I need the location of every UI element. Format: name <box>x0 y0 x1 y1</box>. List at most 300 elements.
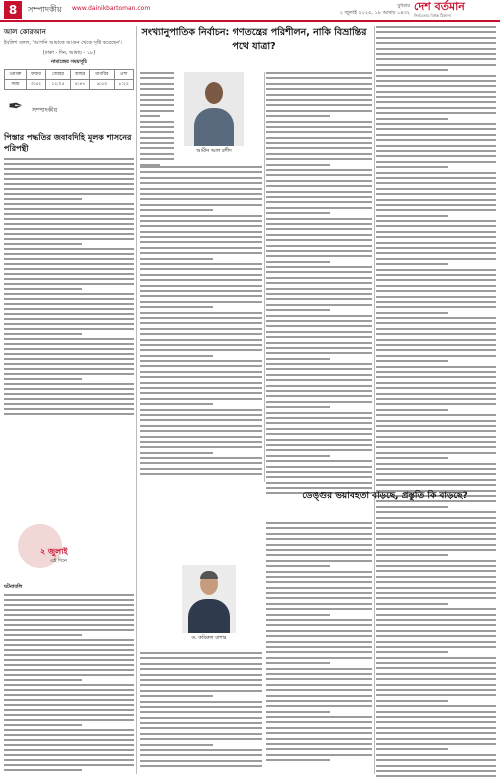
text-line <box>140 674 262 676</box>
text-line <box>140 376 262 378</box>
text-line <box>376 630 496 632</box>
text-line <box>140 754 262 756</box>
second-text-col-1 <box>266 522 372 765</box>
text-line <box>4 398 134 400</box>
text-line <box>140 204 262 206</box>
text-line <box>266 538 372 540</box>
text-line <box>376 80 496 82</box>
text-line <box>376 565 496 567</box>
text-line <box>4 739 134 741</box>
text-line <box>266 147 372 149</box>
text-line <box>266 115 330 117</box>
text-line <box>376 436 496 438</box>
text-line <box>4 323 134 325</box>
events-list <box>4 584 134 774</box>
text-line <box>4 408 134 410</box>
text-line <box>376 554 448 556</box>
quote-text: ইবলিশ বলল, 'আপনি আমাকে আগুন থেকে সৃষ্টি করেছেন'। <box>4 40 123 46</box>
text-line <box>376 684 496 686</box>
text-line <box>140 295 262 297</box>
text-line <box>4 614 134 616</box>
text-line <box>4 599 134 601</box>
full-date: ২ জুলাই ২০২৫, ১৮ আষাঢ় ১৪৩২ <box>339 10 410 16</box>
text-line <box>266 271 372 273</box>
text-line <box>266 245 372 247</box>
text-line <box>140 285 262 287</box>
text-line <box>266 624 372 626</box>
text-line <box>4 243 82 245</box>
text-line <box>140 268 262 270</box>
text-line <box>140 365 262 367</box>
text-line <box>376 306 496 308</box>
text-line <box>266 126 372 128</box>
text-line <box>266 460 372 462</box>
text-line <box>266 164 330 166</box>
prayer-cell: ৩:৪২ <box>26 80 45 90</box>
text-line <box>266 331 372 333</box>
text-line <box>140 695 213 697</box>
text-line <box>140 241 262 243</box>
text-line <box>376 118 448 120</box>
text-line <box>4 368 134 370</box>
text-line <box>4 178 134 180</box>
text-line <box>376 403 496 405</box>
text-line <box>266 99 372 101</box>
text-line <box>266 282 372 284</box>
pen-icon: ✒ <box>8 96 24 117</box>
text-line <box>376 339 496 341</box>
text-line <box>266 592 372 594</box>
text-line <box>4 223 134 225</box>
text-line <box>266 705 372 707</box>
text-line <box>376 522 496 524</box>
portrait-body <box>188 599 230 633</box>
text-line <box>266 695 372 697</box>
text-line <box>376 91 496 93</box>
prayer-cell: সময় <box>5 80 27 90</box>
text-line <box>140 193 262 195</box>
text-line <box>4 273 134 275</box>
text-line <box>266 721 372 723</box>
text-line <box>266 212 330 214</box>
text-line <box>4 333 82 335</box>
text-line <box>140 166 262 168</box>
text-line <box>266 433 372 435</box>
column-divider <box>374 26 375 774</box>
text-line <box>376 145 496 147</box>
text-line <box>376 468 496 470</box>
text-line <box>266 455 330 457</box>
text-line <box>266 406 330 408</box>
text-line <box>4 669 134 671</box>
text-line <box>4 198 82 200</box>
text-line <box>376 727 496 729</box>
text-line <box>140 355 213 357</box>
text-line <box>376 414 496 416</box>
text-line <box>376 635 496 637</box>
main-article-headline-box <box>138 26 370 54</box>
author-portrait <box>184 72 244 146</box>
main-author-block <box>176 72 252 162</box>
portrait-head <box>205 82 223 104</box>
left-column <box>4 26 134 774</box>
website-url[interactable]: www.dainikbartoman.com <box>72 5 151 12</box>
text-line <box>266 207 372 209</box>
text-line <box>4 724 82 726</box>
text-line <box>266 77 372 79</box>
text-line <box>140 446 262 448</box>
text-line <box>266 678 372 680</box>
text-line <box>4 393 134 395</box>
text-line <box>4 343 134 345</box>
text-line <box>266 255 372 257</box>
text-line <box>140 121 174 123</box>
text-line <box>266 169 372 171</box>
text-line <box>140 236 262 238</box>
prayer-cell: ৮:২২ <box>114 80 134 90</box>
text-line <box>266 635 372 637</box>
text-line <box>376 511 496 513</box>
text-line <box>266 619 372 621</box>
text-line <box>140 657 262 659</box>
text-line <box>376 441 496 443</box>
events-title: ঘটনাবলি <box>4 584 23 590</box>
text-line <box>266 325 372 327</box>
text-line <box>140 115 160 117</box>
prayer-cell: ১২:০৫ <box>46 80 70 90</box>
text-line <box>376 732 496 734</box>
text-line <box>140 83 174 85</box>
text-line <box>266 288 372 290</box>
text-line <box>266 180 372 182</box>
text-line <box>266 422 372 424</box>
section-name: সম্পাদকীয় <box>28 5 62 14</box>
text-line <box>4 634 82 636</box>
text-line <box>376 355 496 357</box>
text-line <box>140 306 213 308</box>
text-line <box>266 158 372 160</box>
text-line <box>266 304 372 306</box>
text-line <box>4 238 134 240</box>
text-line <box>376 64 496 66</box>
text-line <box>4 664 134 666</box>
text-line <box>140 387 262 389</box>
text-line <box>376 689 496 691</box>
text-line <box>376 209 496 211</box>
text-line <box>266 571 372 573</box>
text-line <box>140 706 262 708</box>
page-header <box>0 0 500 22</box>
text-line <box>4 233 134 235</box>
text-line <box>376 285 496 287</box>
text-line <box>266 352 372 354</box>
text-line <box>376 199 496 201</box>
text-line <box>266 554 372 556</box>
text-line <box>376 37 496 39</box>
text-line <box>140 457 262 459</box>
text-line <box>376 592 496 594</box>
text-line <box>266 581 372 583</box>
text-line <box>266 428 372 430</box>
text-line <box>140 473 262 475</box>
text-line <box>140 441 262 443</box>
text-line <box>266 743 372 745</box>
text-line <box>376 700 448 702</box>
text-line <box>376 301 496 303</box>
text-line <box>140 258 213 260</box>
text-line <box>266 668 372 670</box>
text-line <box>376 161 496 163</box>
text-line <box>266 673 372 675</box>
text-line <box>376 770 496 772</box>
text-line <box>376 376 496 378</box>
text-line <box>376 614 496 616</box>
text-line <box>266 544 372 546</box>
text-line <box>376 716 496 718</box>
text-line <box>376 420 496 422</box>
text-line <box>4 298 134 300</box>
text-line <box>140 468 262 470</box>
text-line <box>140 760 262 762</box>
text-line <box>266 732 372 734</box>
text-line <box>376 463 496 465</box>
prayer-header-cell: জোহর <box>46 70 70 80</box>
text-line <box>376 570 496 572</box>
text-line <box>376 473 496 475</box>
text-line <box>266 293 372 295</box>
text-line <box>140 744 213 746</box>
text-line <box>266 374 372 376</box>
text-line <box>140 717 262 719</box>
text-line <box>376 382 496 384</box>
text-line <box>140 344 262 346</box>
text-line <box>376 263 448 265</box>
text-line <box>266 218 372 220</box>
text-line <box>140 126 174 128</box>
prayer-times-subtitle: নামাজের সময়সূচি <box>50 59 88 65</box>
text-line <box>376 479 496 481</box>
text-line <box>4 293 134 295</box>
text-line <box>140 171 262 173</box>
text-line <box>140 188 262 190</box>
text-line <box>4 258 134 260</box>
text-line <box>140 158 174 160</box>
text-line <box>376 409 448 411</box>
text-line <box>266 368 372 370</box>
text-line <box>266 104 372 106</box>
text-line <box>376 754 496 756</box>
text-line <box>266 298 372 300</box>
text-line <box>376 188 496 190</box>
text-line <box>4 619 134 621</box>
text-line <box>4 609 134 611</box>
prayer-header-cell: আছর <box>70 70 90 80</box>
text-line <box>4 308 134 310</box>
text-line <box>266 121 372 123</box>
text-line <box>266 347 372 349</box>
text-line <box>266 261 330 263</box>
text-line <box>376 457 448 459</box>
text-line <box>266 228 372 230</box>
text-line <box>266 476 372 478</box>
text-line <box>4 248 134 250</box>
text-line <box>376 387 496 389</box>
text-line <box>266 684 372 686</box>
text-line <box>140 274 262 276</box>
text-line <box>266 94 372 96</box>
this-day-box <box>4 520 134 580</box>
text-line <box>140 722 262 724</box>
text-line <box>4 353 134 355</box>
text-line <box>140 425 262 427</box>
text-line <box>376 242 496 244</box>
second-article-headline: ডেঙ্গুর ভয়াবহতা বাড়ছে, প্রস্তুতি কি বাড়ছে? <box>302 491 468 501</box>
text-line <box>376 215 448 217</box>
text-line <box>266 560 372 562</box>
text-line <box>376 538 496 540</box>
text-line <box>266 522 372 524</box>
text-line <box>4 183 134 185</box>
text-line <box>376 101 496 103</box>
text-line <box>266 412 372 414</box>
text-line <box>376 48 496 50</box>
text-line <box>4 383 134 385</box>
text-line <box>266 587 372 589</box>
text-line <box>140 279 262 281</box>
text-line <box>140 371 262 373</box>
text-line <box>266 700 372 702</box>
date-line <box>300 3 410 17</box>
text-line <box>140 663 262 665</box>
text-line <box>140 333 262 335</box>
text-line <box>266 309 330 311</box>
events-body <box>4 594 134 771</box>
text-line <box>376 69 448 71</box>
text-line <box>4 253 134 255</box>
article-text-col-2 <box>266 72 372 498</box>
text-line <box>4 313 134 315</box>
text-line <box>376 646 496 648</box>
text-line <box>376 344 496 346</box>
text-line <box>376 673 496 675</box>
prayer-header-cell: ওয়াক্ত <box>5 70 27 80</box>
text-line <box>140 668 262 670</box>
text-line <box>4 624 134 626</box>
text-line <box>266 83 372 85</box>
text-line <box>4 378 82 380</box>
text-line <box>266 239 372 241</box>
text-line <box>376 26 496 28</box>
text-line <box>4 358 134 360</box>
text-line <box>266 191 372 193</box>
text-line <box>140 72 174 74</box>
text-line <box>376 705 496 707</box>
text-line <box>140 99 174 101</box>
text-line <box>4 649 134 651</box>
text-line <box>4 328 134 330</box>
text-line <box>4 338 134 340</box>
text-line <box>4 744 134 746</box>
text-line <box>376 748 448 750</box>
text-line <box>140 738 262 740</box>
text-line <box>376 398 496 400</box>
text-line <box>140 312 262 314</box>
text-line <box>266 466 372 468</box>
text-line <box>140 328 262 330</box>
text-line <box>376 667 496 669</box>
text-line <box>376 527 496 529</box>
text-line <box>140 462 262 464</box>
text-line <box>266 689 372 691</box>
weekday: বুধবার <box>397 3 410 9</box>
text-line <box>376 360 448 362</box>
column-divider <box>136 26 137 774</box>
text-line <box>376 150 496 152</box>
text-line <box>266 471 372 473</box>
text-line <box>266 379 372 381</box>
text-line <box>140 403 213 405</box>
text-line <box>140 701 262 703</box>
editorial-logo <box>4 96 134 124</box>
text-line <box>266 444 372 446</box>
text-line <box>376 290 496 292</box>
text-line <box>266 641 372 643</box>
text-line <box>376 317 496 319</box>
text-line <box>4 754 134 756</box>
text-line <box>266 759 330 761</box>
main-author-name: আমীন আল রশীদ <box>196 148 232 154</box>
text-line <box>376 328 496 330</box>
text-line <box>4 228 134 230</box>
text-line <box>376 312 448 314</box>
article-text-col-1 <box>140 166 262 479</box>
text-line <box>376 641 496 643</box>
text-line <box>376 549 496 551</box>
text-line <box>4 163 134 165</box>
text-line <box>376 544 496 546</box>
text-line <box>376 425 496 427</box>
text-line <box>266 201 372 203</box>
masthead-tagline: নির্ভরতার বিশ্বস্ত ঠিকানা <box>414 13 451 18</box>
text-line <box>376 58 496 60</box>
text-line <box>140 142 174 144</box>
prayer-cell: ৬:৫৩ <box>90 80 114 90</box>
text-line <box>376 333 496 335</box>
text-line <box>376 775 496 777</box>
prayer-time-row <box>5 80 134 90</box>
text-line <box>140 436 262 438</box>
text-line <box>4 729 134 731</box>
text-line <box>266 153 372 155</box>
text-line <box>266 390 372 392</box>
text-line <box>376 506 448 508</box>
text-line <box>140 94 174 96</box>
text-line <box>266 651 372 653</box>
text-line <box>4 403 134 405</box>
text-line <box>266 315 372 317</box>
page-number: 8 <box>4 1 22 19</box>
second-author-block <box>178 565 240 647</box>
text-line <box>140 220 262 222</box>
text-line <box>376 711 496 713</box>
text-line <box>140 360 262 362</box>
text-line <box>376 155 496 157</box>
text-line <box>140 110 174 112</box>
text-line <box>4 769 82 771</box>
text-line <box>376 738 496 740</box>
text-line <box>266 234 372 236</box>
article-text-col-a <box>140 72 174 169</box>
